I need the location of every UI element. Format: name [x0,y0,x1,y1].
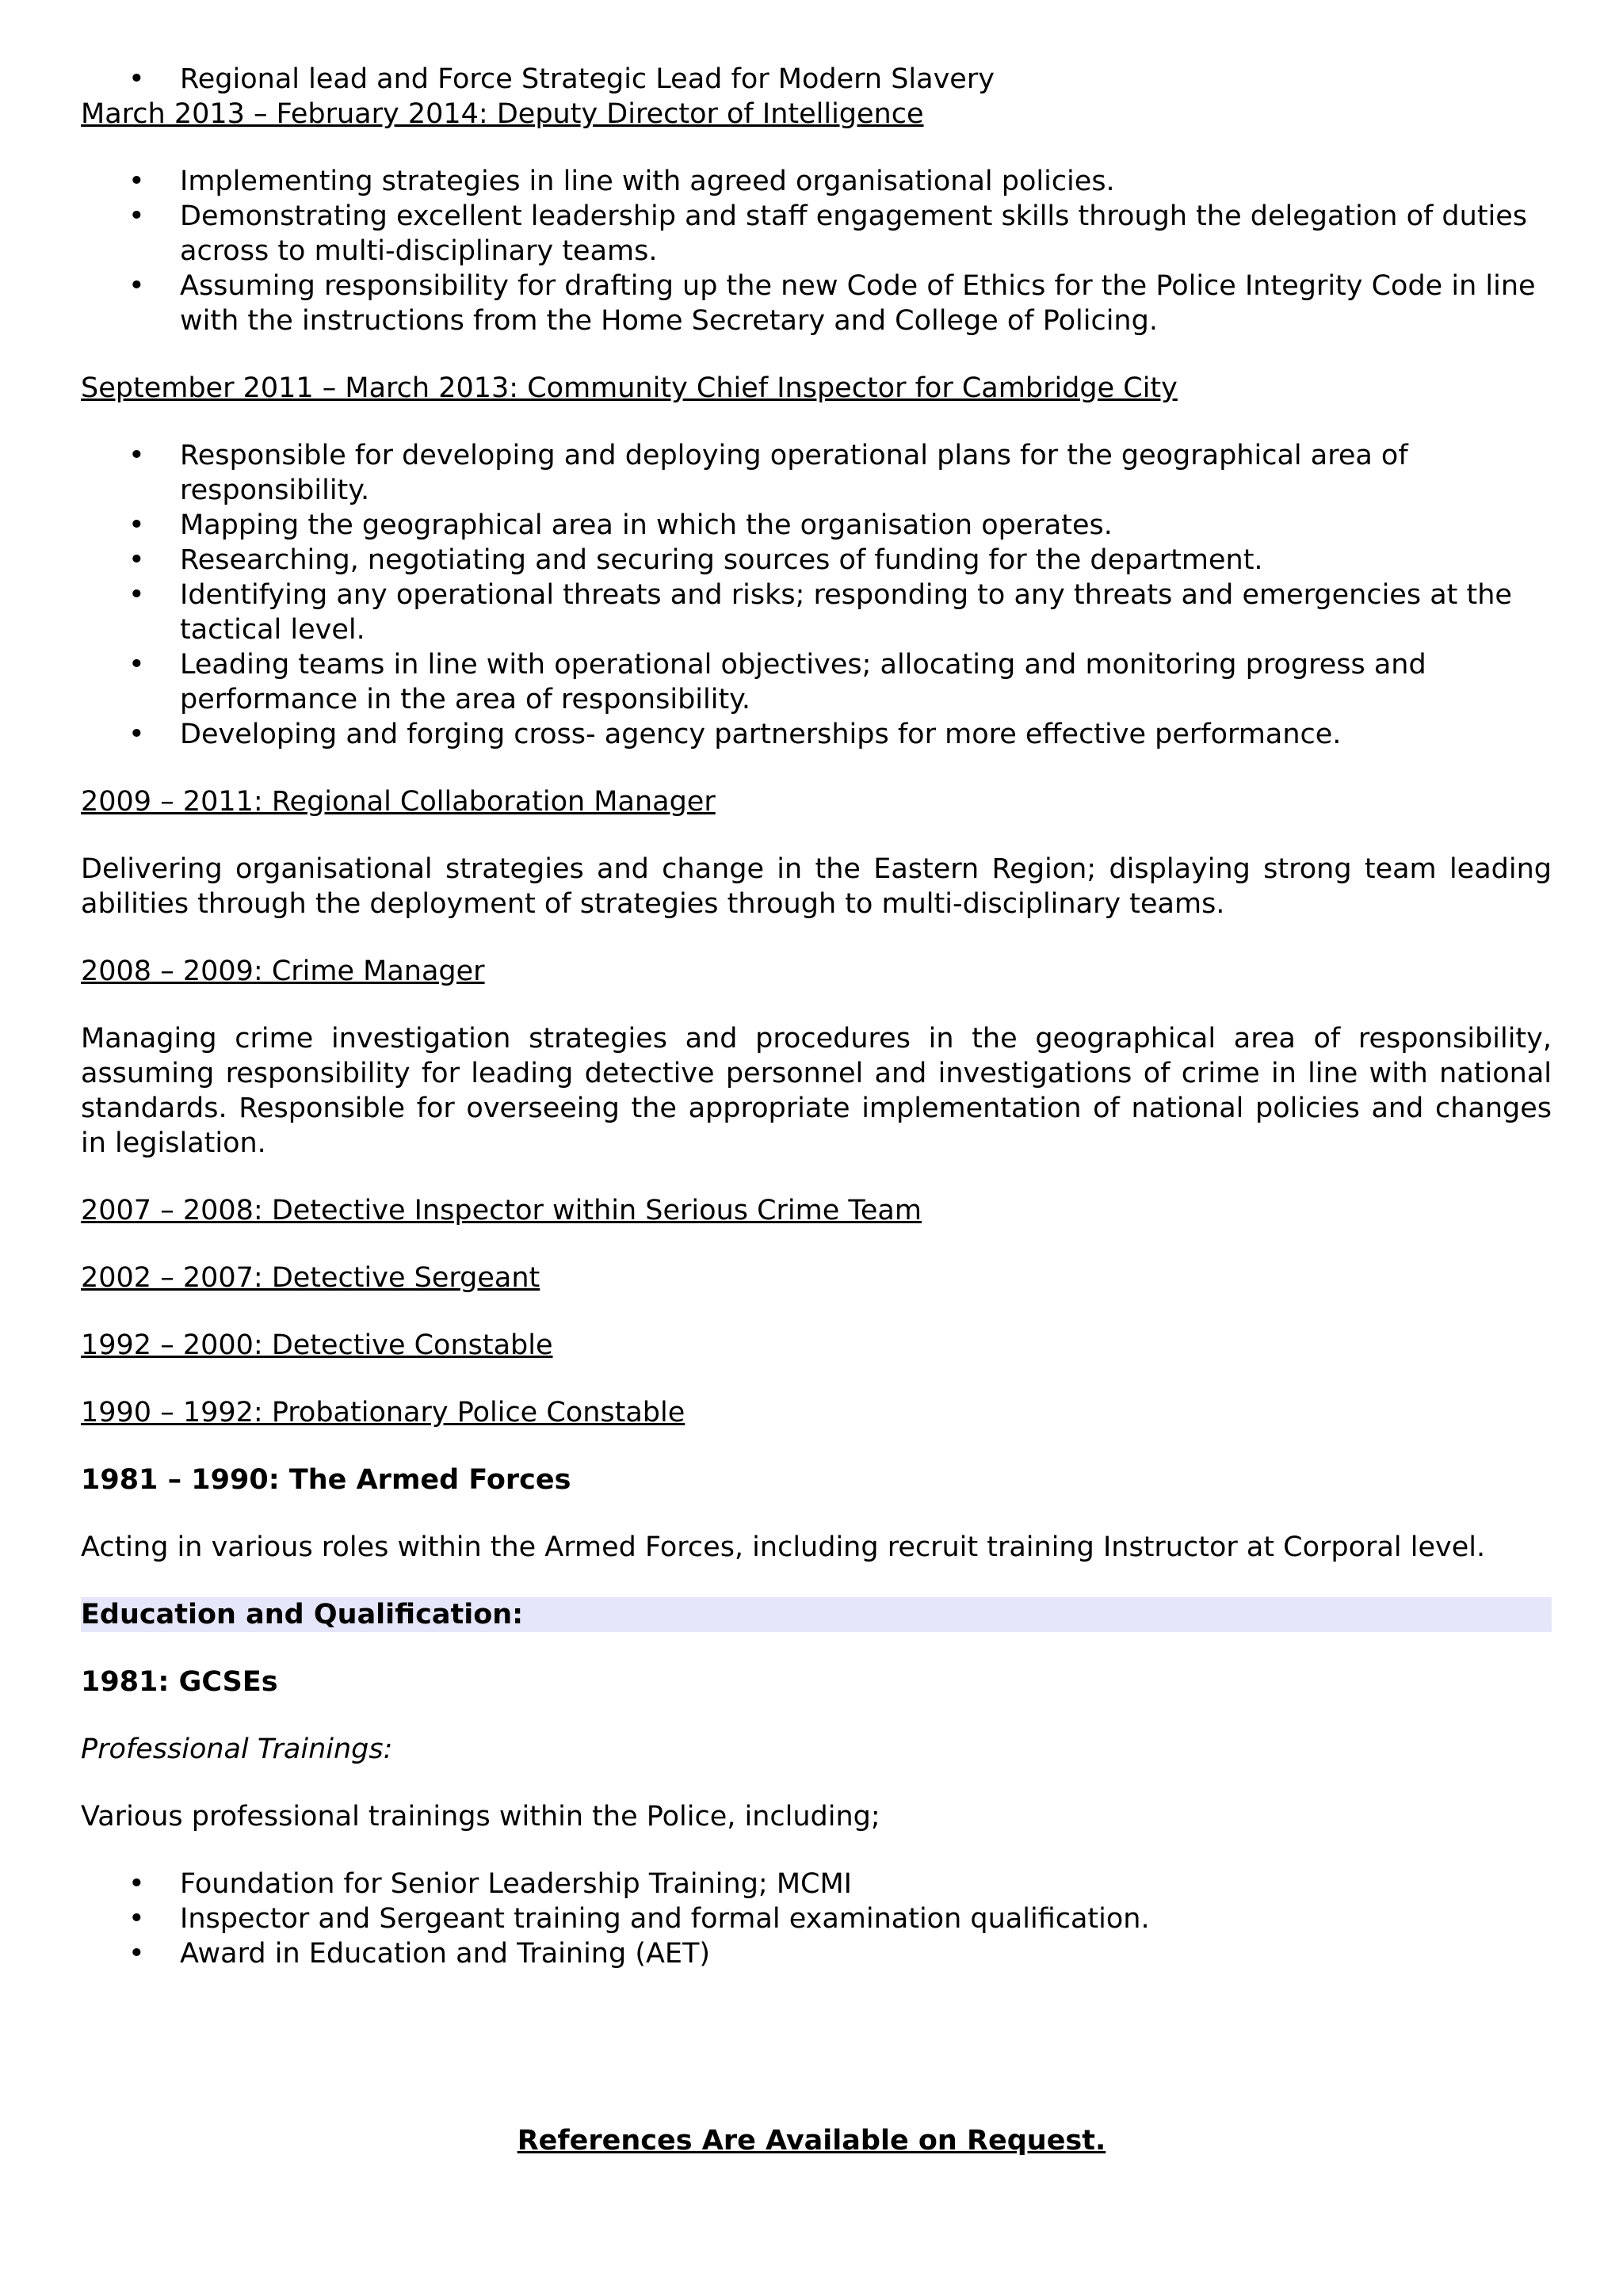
armed-forces-description: Acting in various roles within the Armed Forces, including recruit training Instructor at Corporal level. [81,1531,1486,1563]
education-heading: Education and Qualification: [81,1597,1552,1632]
list-item: • Leading teams in line with operational objectives; allocating and monitoring progress and performance in the area of responsibility. [81,647,1552,717]
role-title-detective-constable: 1992 – 2000: Detective Constable [81,1329,553,1361]
role-title-community-chief-inspector: September 2011 – March 2013: Community Chief Inspector for Cambridge City [81,372,1178,404]
role-title-regional-collaboration-manager: 2009 – 2011: Regional Collaboration Manager [81,786,716,818]
professional-trainings-intro: Various professional trainings within the Police, including; [81,1801,880,1833]
list-item: • Regional lead and Force Strategic Lead for Modern Slavery [81,62,1552,97]
list-item: • Researching, negotiating and securing sources of funding for the department. [81,543,1552,578]
role-description-regional-collaboration-manager: Delivering organisational strategies and change in the Eastern Region; displaying strong team leading abilities through the deployment of strategies through to multi-disciplinary teams. [81,853,1552,920]
list-item: • Foundation for Senior Leadership Training; MCMI [81,1867,1552,1901]
cv-page [81,62,1552,1971]
role-bullets-community-chief-inspector [81,438,1552,752]
role-title-deputy-director: March 2013 – February 2014: Deputy Director of Intelligence [81,98,924,130]
training-bullet-list [81,1867,1552,1971]
list-item: • Assuming responsibility for drafting up the new Code of Ethics for the Police Integrity Code in line with the instructions from the Home Secretary and College of Policing. [81,269,1552,338]
references-note: References Are Available on Request. [517,2125,1106,2157]
top-bullet-list [81,62,1552,97]
education-gcse: 1981: GCSEs [81,1666,278,1698]
list-item: • Implementing strategies in line with agreed organisational policies. [81,164,1552,199]
list-item: • Award in Education and Training (AET) [81,1936,1552,1971]
role-description-crime-manager: Managing crime investigation strategies and procedures in the geographical area of responsibility, assuming responsibility for leading detective personnel and investigations of crime in line with national standards. Responsible for overseeing the appropriate implementation of national policies and changes in legislation. [81,1023,1552,1159]
role-title-crime-manager: 2008 – 2009: Crime Manager [81,955,485,987]
role-title-detective-inspector: 2007 – 2008: Detective Inspector within Serious Crime Team [81,1195,922,1226]
role-title-detective-sergeant: 2002 – 2007: Detective Sergeant [81,1262,540,1294]
list-item: • Responsible for developing and deploying operational plans for the geographical area of responsibility. [81,438,1552,508]
list-item: • Mapping the geographical area in which the organisation operates. [81,508,1552,543]
armed-forces-title: 1981 – 1990: The Armed Forces [81,1464,571,1496]
role-title-probationary-constable: 1990 – 1992: Probationary Police Constable [81,1397,685,1428]
list-item: • Identifying any operational threats and risks; responding to any threats and emergencies at the tactical level. [81,578,1552,647]
role-bullets-deputy-director [81,164,1552,338]
professional-trainings-label: Professional Trainings: [81,1733,393,1765]
list-item: • Developing and forging cross- agency partnerships for more effective performance. [81,717,1552,752]
list-item: • Inspector and Sergeant training and formal examination qualification. [81,1901,1552,1936]
list-item: • Demonstrating excellent leadership and staff engagement skills through the delegation of duties across to multi-disciplinary teams. [81,199,1552,269]
